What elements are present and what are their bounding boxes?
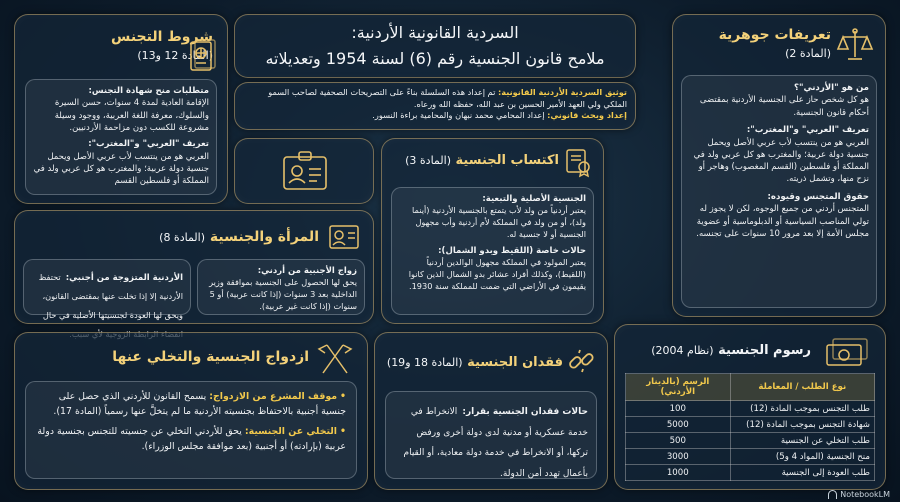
profile-card-icon bbox=[327, 221, 361, 253]
passport-icon bbox=[185, 39, 219, 73]
certificate-icon bbox=[563, 147, 593, 177]
fees-panel bbox=[614, 324, 886, 490]
acquisition-article: (المادة 3) bbox=[405, 154, 451, 167]
notebooklm-watermark bbox=[828, 490, 890, 499]
id-card-icon bbox=[281, 149, 329, 195]
dual-panel bbox=[14, 332, 368, 490]
women-article: (المادة 8) bbox=[159, 231, 206, 244]
women-panel bbox=[14, 210, 374, 324]
documentation-panel bbox=[234, 82, 636, 130]
table-row bbox=[626, 401, 875, 417]
crossed-flags-icon bbox=[317, 341, 353, 375]
nat-t1: الإقامة العادية لمدة 4 سنوات، حسن السيرة والسلوك، معرفة اللغة العربية، ووجود وسيلة مشروعة للكسب دون مزاحمة الأردنيين. bbox=[54, 98, 209, 133]
definitions-panel bbox=[672, 14, 886, 317]
loss-panel bbox=[374, 332, 608, 490]
documentation-label: توثيق السردية الأردنية القانونية: bbox=[497, 87, 627, 97]
main-title-panel bbox=[234, 14, 636, 78]
acquisition-title: اكتساب الجنسية bbox=[455, 153, 559, 168]
naturalization-title: شروط التجنس bbox=[111, 29, 213, 45]
def-a3: المتجنس أردني من جميع الوجوه، لكن لا يجوز له تولي المناصب السياسية أو الدبلوماسية أو عضوية مجلس الأمة إلا بعد مرور 10 سنوات على تجنسه. bbox=[696, 204, 869, 239]
naturalization-box bbox=[25, 79, 217, 195]
dual-t1: يسمح القانون للأردني الذي حصل على جنسية أجنبية بالاحتفاظ بجنسيته الأردنية ما لم يتخلَّ عنها رسمياً (المادة 17). bbox=[53, 391, 346, 417]
acq-h2: حالات خاصة (اللقيط وبدو الشمال): bbox=[438, 245, 586, 256]
banknote-icon bbox=[825, 335, 869, 369]
main-title-line1: السردية القانونية الأردنية: bbox=[351, 23, 519, 42]
broken-chain-icon bbox=[567, 347, 595, 375]
loss-title: فقدان الجنسية bbox=[467, 355, 563, 370]
fees-table-wrap bbox=[625, 373, 875, 481]
acquisition-box bbox=[391, 187, 594, 315]
research-label: إعداد وبحث قانوني: bbox=[547, 110, 627, 121]
def-a2: العربي هو من ينتسب لأب عربي الأصل ويحمل جنسية دولة عربية؛ والمغترب هو كل عربي ولد في المملكة أو فلسطين (القسم المغصوب) وهاجر أو نزح منها، وتشمل ذريته. bbox=[693, 137, 869, 185]
definitions-box bbox=[681, 75, 877, 308]
table-row bbox=[626, 449, 875, 465]
fees-col-request: نوع الطلب / المعاملة bbox=[730, 374, 874, 401]
acq-t2: يعتبر المولود في المملكة مجهول الوالدين أردنياً (اللقيط)، وكذلك أفراد عشائر بدو الشمال الذين كانوا يقيمون في الأراضي التي ضمت للمملكة سنة 1930. bbox=[408, 257, 586, 292]
def-q3: حقوق المتجنس وقيوده: bbox=[767, 191, 869, 202]
def-a1: هو كل شخص حاز على الجنسية الأردنية بمقتضى أحكام قانون الجنسية. bbox=[699, 95, 869, 118]
fee-item: شهادة التجنس بموجب المادة (12) bbox=[730, 417, 874, 433]
acq-t1: يعتبر أردنياً من ولد لأب يتمتع بالجنسية الأردنية (أينما ولد)، أو من ولد في المملكة لأم أردنية وأب مجهول الجنسية أو لا جنسية له. bbox=[412, 205, 586, 240]
id-card-panel bbox=[234, 138, 374, 204]
women-h1: زواج الأجنبية من أردني: bbox=[257, 266, 357, 276]
dual-h2: التخلي عن الجنسية: bbox=[244, 426, 338, 438]
dual-h1: موقف المشرع من الازدواج: bbox=[209, 391, 338, 402]
def-q2: تعريف "العربي" و"المغترب": bbox=[746, 125, 869, 136]
documentation-text: تم إعداد هذه السلسلة بناءً على التصريحات الصحفية لصاحب السمو الملكي ولي العهد الأمير الحسين بن عبد الله، حفظه الله ورعاه. bbox=[268, 87, 627, 109]
notebooklm-logo-icon bbox=[828, 490, 837, 499]
main-title-line2: ملامح قانون الجنسية رقم (6) لسنة 1954 وتعديلاته bbox=[265, 49, 605, 68]
naturalization-panel bbox=[14, 14, 228, 204]
scales-icon bbox=[835, 25, 875, 65]
fee-value: 1000 bbox=[626, 465, 731, 481]
fee-item: طلب التجنس بموجب المادة (12) bbox=[730, 401, 874, 417]
loss-box bbox=[385, 391, 597, 479]
women-box-left bbox=[23, 259, 191, 321]
definitions-article: (المادة 2) bbox=[785, 47, 831, 60]
nat-h2: تعريف "العربي" و"المغترب": bbox=[88, 139, 209, 150]
women-t1: يحق لها الحصول على الجنسية بموافقة وزير الداخلية بعد 3 سنوات (إذا كانت عربية) أو 5 سنوات (إذا كانت غير عربية). bbox=[209, 277, 357, 312]
def-q1: من هو "الأردني"؟ bbox=[794, 83, 869, 93]
nat-h1: متطلبات منح شهادة التجنس: bbox=[88, 86, 209, 96]
dual-t2: يحق للأردني التخلي عن جنسيته للتجنس بجنسية دولة عربية (بإرادته) أو أجنبية (بعد موافقة مجلس الوزراء). bbox=[37, 426, 346, 452]
women-t2: تحتفظ الأردنية إلا إذا تخلت عنها بمقتضى القانون، ويحق لها العودة لجنسيتها الأصلية في حال bbox=[38, 272, 183, 321]
fees-table bbox=[625, 373, 875, 481]
definitions-title: تعريفات جوهرية bbox=[718, 27, 831, 43]
footer-brand: NotebookLM bbox=[840, 490, 890, 499]
table-row bbox=[626, 465, 875, 481]
fee-value: 5000 bbox=[626, 417, 731, 433]
women-title: المرأة والجنسية bbox=[209, 229, 319, 245]
fees-title: رسوم الجنسية bbox=[718, 343, 811, 358]
fee-value: 100 bbox=[626, 401, 731, 417]
table-row bbox=[626, 433, 875, 449]
dual-box: • موقف المشرع من الازدواج: يسمح القانون للأردني الذي حصل على جنسية أجنبية بالاحتفاظ بجنسيته الأردنية ما لم يتخلَّ عنها رسمياً (المادة 17). • التخلي عن الجنسية: يحق للأردني التخلي عن جنسيته للتجنس بجنسية دولة عربية (بإرادته) أو أجنبية (بعد موافقة مجلس الوزراء). bbox=[25, 381, 357, 479]
women-box-right bbox=[197, 259, 365, 315]
loss-h1: حالات فقدان الجنسية بقرار: bbox=[462, 407, 588, 417]
fees-subtitle: (نظام 2004) bbox=[651, 344, 714, 357]
nat-t2: العربي هو من ينتسب لأب عربي الأصل ويحمل جنسية دولة عربية؛ والمغترب هو كل عربي ولد في المملكة أو فلسطين القسم bbox=[33, 151, 209, 187]
acq-h1: الجنسية الأصلية والتبعية: bbox=[482, 194, 586, 204]
women-h2: الأردنية المتزوجة من أجنبي: bbox=[65, 273, 183, 283]
research-text: إعداد المحامي محمد نبهان والمحامية براءة النسور. bbox=[372, 110, 545, 121]
dual-title: ازدواج الجنسية والتخلي عنها bbox=[112, 349, 309, 365]
loss-t1: الانخراط في خدمة عسكرية أو مدنية لدى دولة أخرى ورفض تركها، أو الانخراط في خدمة دولة معادية، أو القيام بأعمال تهدد أمن الدولة. bbox=[403, 407, 588, 479]
loss-article: (المادة 18 و19) bbox=[386, 356, 463, 369]
naturalization-article: (المادة 12 و13) bbox=[137, 49, 213, 62]
fees-col-fee: الرسم (بالدينار الأردني) bbox=[626, 374, 731, 401]
fee-item: طلب العودة إلى الجنسية bbox=[730, 465, 874, 481]
acquisition-panel bbox=[381, 138, 604, 324]
fee-item: منح الجنسية (المواد 4 و5) bbox=[730, 449, 874, 465]
fee-value: 3000 bbox=[626, 449, 731, 465]
fee-value: 500 bbox=[626, 433, 731, 449]
fee-item: طلب التخلي عن الجنسية bbox=[730, 433, 874, 449]
table-row bbox=[626, 417, 875, 433]
